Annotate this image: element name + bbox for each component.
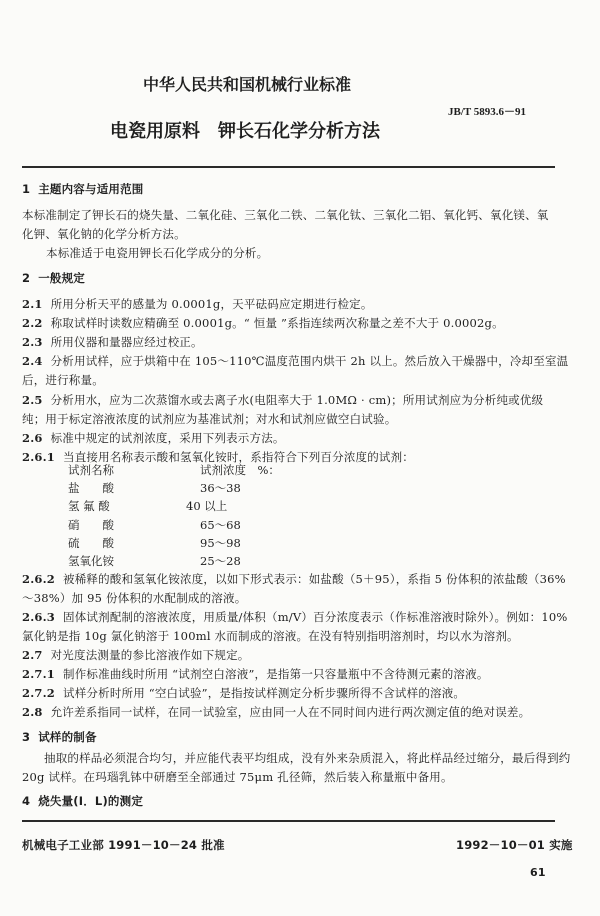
clause-2-6-2-cont: ～38%）加 95 份体积的水配制成的溶液。 <box>22 591 247 605</box>
footer-rule <box>22 820 555 822</box>
clause-2-2: 2.2 称取试样时读数应精确至 0.0001g。“ 恒量 ”系指连续两次称量之差不大于 0.0002g。 <box>22 316 504 330</box>
clause-2-4: 2.4 分析用试样，应于烘箱中在 105～110℃温度范围内烘干 2h 以上。然后放入干燥器中，冷却至室温 <box>22 354 569 368</box>
table-row-conc: 65～68 <box>200 518 241 532</box>
table-row-conc: 95～98 <box>200 536 241 550</box>
clause-2-7: 2.7 对光度法测量的参比溶液作如下规定。 <box>22 648 250 662</box>
table-row-name: 盐 酸 <box>68 481 114 495</box>
table-header-conc: 试剂浓度 %： <box>200 463 280 477</box>
table-row-conc: 25～28 <box>200 554 241 568</box>
approval-date: 机械电子工业部 1991－10－24 批准 <box>22 838 225 852</box>
paragraph: 20g 试样。在玛瑙乳钵中研磨至全部通过 75μm 孔径筛，然后装入称量瓶中备用。 <box>22 770 453 784</box>
table-row-name: 氢 氟 酸 <box>68 499 110 513</box>
clause-2-3: 2.3 所用仪器和量器应经过校正。 <box>22 335 203 349</box>
clause-2-7-2: 2.7.2 试样分析时所用 “空白试验”，是指按试样测定分析步骤所得不含试样的溶液。 <box>22 686 466 700</box>
paragraph: 本标准制定了钾长石的烧失量、二氧化硅、三氧化二铁、二氧化钛、三氧化二铝、氧化钙、氧化镁、氧 <box>22 208 549 222</box>
effective-date: 1992－10－01 实施 <box>456 838 573 852</box>
table-row-conc: 40 以上 <box>186 499 228 513</box>
table-row-conc: 36～38 <box>200 481 241 495</box>
clause-2-7-1: 2.7.1 制作标准曲线时所用 “试剂空白溶液”，是指第一只容量瓶中不含待测元素的溶液。 <box>22 667 489 681</box>
clause-2-4-cont: 后，进行称量。 <box>22 373 104 387</box>
table-header-name: 试剂名称 <box>68 463 114 477</box>
clause-2-1: 2.1 所用分析天平的感量为 0.0001g，天平砝码应定期进行检定。 <box>22 297 373 311</box>
table-row-name: 硝 酸 <box>68 518 114 532</box>
section-heading: 1 主题内容与适用范围 <box>22 182 144 196</box>
clause-2-6-2: 2.6.2 被稀释的酸和氢氧化铵浓度，以如下形式表示：如盐酸（5＋95），系指 5 份体积的浓盐酸（36% <box>22 572 566 586</box>
section-heading: 3 试样的制备 <box>22 730 97 744</box>
clause-2-5: 2.5 分析用水，应为二次蒸馏水或去离子水(电阻率大于 1.0MΩ · cm)；所用试剂应为分析纯或优级 <box>22 393 544 407</box>
section-heading: 2 一般规定 <box>22 271 86 285</box>
paragraph: 化钾、氧化钠的化学分析方法。 <box>22 227 186 241</box>
paragraph: 抽取的样品必须混合均匀，并应能代表平均组成，没有外来杂质混入，将此样品经过缩分，最后得到约 <box>44 751 571 765</box>
clause-2-6-1: 2.6.1 当直接用名称表示酸和氢氧化铵时，系指符合下列百分浓度的试剂： <box>22 450 415 464</box>
clause-2-6: 2.6 标准中规定的试剂浓度，采用下列表示方法。 <box>22 431 285 445</box>
clause-2-8: 2.8 允许差系指同一试样，在同一试验室，应由同一人在不同时间内进行两次测定值的绝对误差。 <box>22 705 531 719</box>
paragraph: 本标准适于电瓷用钾长石化学成分的分析。 <box>46 246 269 260</box>
standard-number: JB/T 5893.6－91 <box>448 106 527 118</box>
table-row-name: 硫 酸 <box>68 536 114 550</box>
clause-2-5-cont: 纯；用于标定溶液浓度的试剂应为基准试剂；对水和试剂应做空白试验。 <box>22 412 397 426</box>
clause-2-6-3-cont: 氯化钠是指 10g 氯化钠溶于 100ml 水而制成的溶液。在没有特别指明溶剂时，均以水为溶剂。 <box>22 629 519 643</box>
page-number: 61 <box>530 866 546 879</box>
header-rule <box>22 166 555 168</box>
org-title: 中华人民共和国机械行业标准 <box>143 75 352 94</box>
document-title: 电瓷用原料 钾长石化学分析方法 <box>110 121 380 142</box>
table-row-name: 氢氧化铵 <box>68 554 114 568</box>
clause-2-6-3: 2.6.3 固体试剂配制的溶液浓度，用质量/体积（m/V）百分浓度表示（作标准溶液时除外）。例如：10% <box>22 610 568 624</box>
section-heading: 4 烧失量(I．L)的测定 <box>22 794 144 808</box>
